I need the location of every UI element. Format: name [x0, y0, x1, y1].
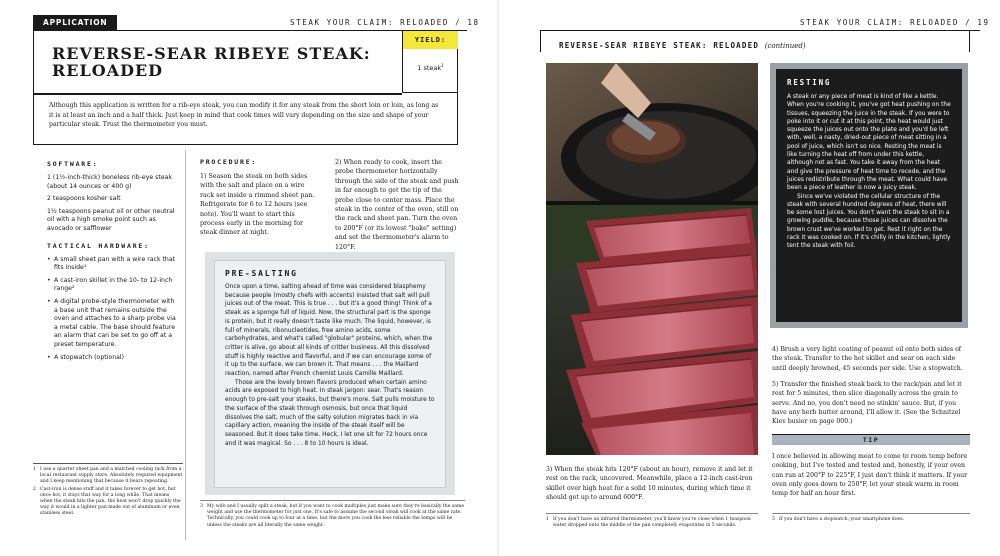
- procedure-step-4: 4) Brush a very light coating of peanut oil onto both sides of the steak. Transfer to the hot skillet and sear on each side until deeply browned, 45 seconds per side. Use a stopwatch.: [772, 346, 963, 372]
- continued-title-box: [540, 30, 970, 52]
- yield-label: YIELD:: [403, 31, 458, 49]
- software-heading: SOFTWARE:: [47, 160, 99, 168]
- resting-heading: RESTING: [787, 78, 832, 87]
- pre-salting-sidebar: [205, 252, 455, 495]
- hardware-item: • A stopwatch (optional): [47, 354, 177, 363]
- running-head: STEAK YOUR CLAIM: RELOADED / 19: [800, 18, 990, 27]
- sidebar-footnotes: [33, 463, 183, 519]
- resting-body: [787, 93, 951, 251]
- running-head: STEAK YOUR CLAIM: RELOADED / 18: [290, 18, 480, 27]
- title-line-2: RELOADED: [52, 61, 164, 80]
- pre-salting-body: [225, 283, 435, 448]
- pre-salting-paragraph: Once upon a time, salting ahead of time was considered blasphemy because people (mostly chefs with accents) insisted that salt will pull juices out of the meat. This is true . . . but it's a good thing! Think of a steak as a sponge full of liquid. Now, the structural part is the sponge is protein, but it really doesn't taste like much. The liquid, however, is full of minerals, ribonucleotides, free amino acids, some carbohydrates, and what's called "globular" proteins, which, when the critter is alive, go about all kinds of critter business. All this dissolved stuff is highly reactive and flavorful, and if we can encourage some of it up to the surface, we can brown it. That means . . . the Maillard reaction, named after French chemist Louis Camille Maillard.: [225, 284, 433, 378]
- tip-bar: [772, 434, 970, 445]
- procedure-step-1: 1) Season the steak on both sides with the salt and place on a wire rack set inside a rimmed sheet pan. Refrigerate for 6 to 12 hours (see note). You'll want to start this process early in the morning for steak dinner at night.: [200, 173, 315, 237]
- recipe-title: [52, 45, 371, 79]
- footnote: 1 I use a quarter sheet pan and a matched cooling rack from a local restaurant supply store. Absolutely required equipment and I keep mentioning that because it bears repeating.: [33, 467, 183, 485]
- footnote: 2 Cast-iron is dense stuff and it takes forever to get hot, but once hot, it stays that way for a long while. That means when the steak hits the pan, the heat won't drop quickly the way it would in a lighter pan made out of aluminum or even stainless steel.: [33, 486, 181, 517]
- photo-footnote: 1 If you don't have an infrared thermometer, you'll know you're close when 1 teaspoon water dropped onto the middle of the pan completely evaporates in 5 seconds.: [546, 513, 758, 530]
- hardware-item: • A small sheet pan with a wire rack that fits inside¹: [47, 256, 177, 273]
- title-line-1: REVERSE-SEAR RIBEYE STEAK:: [52, 44, 371, 63]
- column-divider: [185, 150, 186, 540]
- yield-value: 1 steak$^1$: [417, 63, 444, 73]
- procedure-footnote: 3 My wife and I usually split a steak, but if you want to cook multiples just make sure they're basically the same weight and use the thermometer for just one. It's safe to assume the second steak will cook at the same rate. Technically, you could cook up to four at a time, but the more you cook the less reliable the temps will be unless the steaks are all literally the same weight.: [200, 500, 465, 530]
- software-item: 1½ teaspoons peanut oil or other neutral oil with a high smoke point such as avocado or safflower: [47, 207, 175, 232]
- intro-paragraph: Although this application is written for a rib-eye steak, you can modify it for any steak from the short loin or loin, as long as it is at least an inch and a half thick. Just keep in mind that cook times will vary depending on the size and shape of your particular steak. Trust the thermometer you must.: [49, 102, 439, 129]
- procedure-step-2: 2) When ready to cook, insert the probe thermometer horizontally through the side of the steak and push in far enough to get the tip of the probe close to center mass. Place the steak in the center of the oven, still on the rack and sheet pan. Turn the oven to 200°F (or its lowest "bake" setting) and set the thermometer's alarm to 120°F.: [335, 159, 459, 251]
- hardware-heading: TACTICAL HARDWARE:: [47, 241, 150, 250]
- pre-salting-heading: PRE-SALTING: [225, 269, 298, 278]
- title-divider: [34, 93, 402, 95]
- hardware-item: • A cast-iron skillet in the 10- to 12-inch range²: [47, 277, 177, 294]
- pre-salting-panel: [214, 260, 446, 488]
- software-item: 2 teaspoons kosher salt: [47, 195, 121, 203]
- pre-salting-paragraph: Those are the lovely brown flavors produced when certain amino acids are exposed to high heat. In steak jargon: sear. That's reason enough to pre-salt your steaks, but there's more. Salt pulls moisture to the surface of the steak through osmosis, but once that liquid dissolves the salt, much of the salty solution migrates back in via capillary action, meaning the inside of the steak itself will be seasoned. But it does take time. Heck, I let one sit for 72 hours once and it was magical. So . . . 8 to 10 hours is ideal.: [225, 379, 435, 447]
- hardware-item: • A digital probe-style thermometer with a base unit that remains outside the oven and attaches to a sharp probe via a metal cable. The base should feature an alarm that can be set to go off at a preset temperature.: [47, 298, 177, 350]
- steak-photo-image: [546, 63, 758, 455]
- resting-paragraph: Since we've violated the cellular structure of the steak with several hundred degrees of heat, there will be some lost juices. You don't want the steak to sit in a growing puddle, because those juices can dissolve the brown crust we've worked to get. Rest it right on the rack it was cooked on. If it's chilly in the kitchen, lightly tent the steak with foil.: [787, 193, 951, 250]
- tip-label: TIP: [862, 436, 880, 444]
- steak-photo: [546, 63, 758, 455]
- continued-title: REVERSE-SEAR RIBEYE STEAK: RELOADED (continued): [559, 41, 806, 50]
- tip-footnote: 5 If you don't have a stopwatch, your smartphone does.: [772, 513, 970, 524]
- resting-panel: [776, 69, 962, 322]
- procedure-step-5: 5) Transfer the finished steak back to the rack/pan and let it rest for 5 minutes, then slice diagonally across the grain to serve. And no, you don't need no stinkin' sauce. But, if you have any herb butter around, I'll allow it. (See the Schnitzel Kiev busier on page 000.): [772, 381, 962, 426]
- tip-text: I once believed in allowing meat to come to room temp before cooking, but I've tested and tested and, honestly, if your oven can run at 200°F to 225°F, I just don't think it matters. If your oven only goes down to 250°F, let your steak warm in room temp for half an hour first.: [772, 453, 968, 498]
- application-tab: APPLICATION: [33, 15, 117, 31]
- procedure-step-3: 3) When the steak hits 120°F (about an hour), remove it and let it rest on the rack, uncovered. Meanwhile, place a 12-inch cast-iron skillet over high heat for a solid 10 minutes, during which time it should get up to around 600°F.: [546, 466, 753, 501]
- recipe-title-box: [33, 30, 458, 145]
- ingredients-sidebar: [47, 160, 177, 366]
- yield-panel: [402, 31, 458, 93]
- software-item: 1 (1½-inch-thick) boneless rib-eye steak (about 14 ounces or 400 g): [47, 174, 172, 190]
- resting-paragraph: A steak or any piece of meat is kind of like a kettle. When you're cooking it, you've got heat pushing on the tissues, squeezing the juice in the steak. If you were to poke into it or cut it at this point, the heat would just squeeze the juices out onto the plate and you'd be left with, well, a nasty, dried-out piece of meat sitting in a pool of juice, which isn't so nice. Resting the meat is like turning the heat off from under this kettle, although not as fast. You take it away from the heat and give the pressure of heat time to recede, and the juices redistribute through the meat. What could have been a piece of leather is now a juicy steak.: [787, 94, 951, 192]
- resting-sidebar: [770, 63, 968, 328]
- right-page: [500, 0, 1000, 556]
- procedure-heading: PROCEDURE:: [200, 158, 258, 166]
